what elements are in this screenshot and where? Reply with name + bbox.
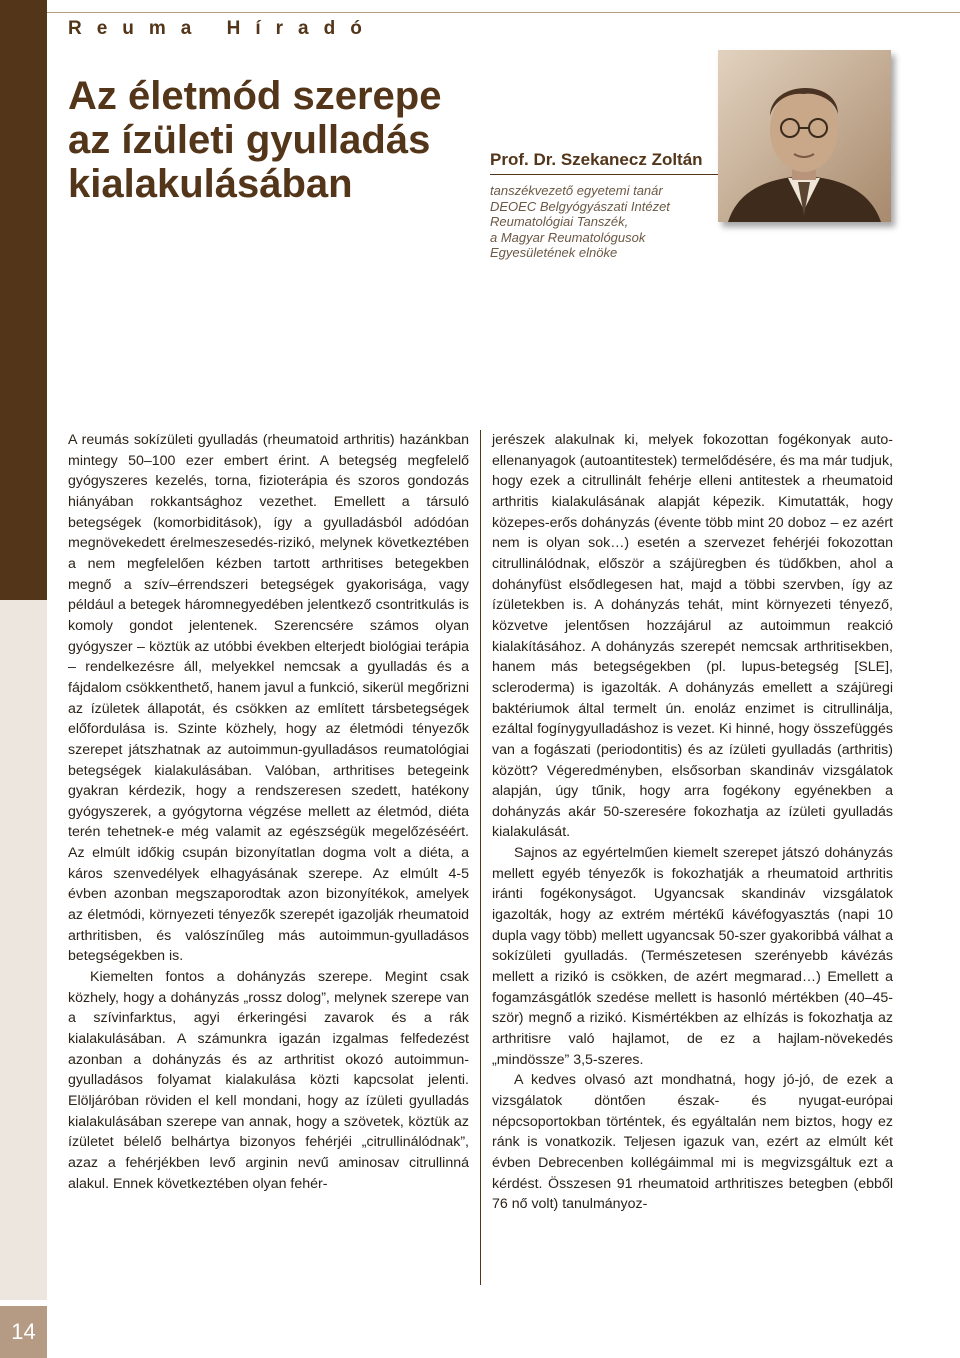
left-accent-bar: [0, 0, 47, 600]
article-paragraph: Kiemelten fontos a dohányzás szerepe. Megint csak közhely, hogy a dohányzás „rossz dolog”, melynek szerepe van a szívinfarktus, agyi érkeringési zavarok és a rák kialakulásában. A számunkra igazán izgalmas felfedezést azonban a dohányzás és az arthritist okozó autoimmun-gyulladásos folyamat kialakulása közti kapcsolat jelenti. Elöljáróban röviden el kell mondani, hogy az ízületi gyulladás kialakulásában szerepe van annak, hogy a szövetek, köztük az ízületet bélelő belhártya bizonyos fehérjéi „citrullinálódnak”, azaz a fehérjékben levő arginin nevű aminosav citrullinná alakul. Ennek következtében olyan fehér-: [68, 969, 469, 1192]
author-photo: [718, 50, 891, 222]
article-column-right: [492, 430, 893, 1215]
article-title: Az életmód szerepe az ízületi gyulladás kialakulásában: [68, 74, 442, 206]
column-divider: [480, 430, 481, 1285]
author-role-line: tanszékvezető egyetemi tanár: [490, 183, 663, 198]
author-block: [490, 150, 718, 261]
article-column-left: [68, 430, 469, 1194]
header-rule: [47, 0, 960, 13]
left-margin-strip: [0, 600, 47, 1300]
page-number: 14: [0, 1306, 47, 1358]
author-portrait-icon: [718, 50, 891, 222]
author-role-line: Egyesületének elnöke: [490, 245, 618, 260]
article-paragraph: Sajnos az egyértelműen kiemelt szerepet játszó dohányzás mellett egyéb tényezők is fokozhatják a rheumatoid arthritis iránti fogékonyságot. Ugyancsak skandináv vizsgálatok igazolták, hogy az extrém mértékű kávéfogyasztás (napi 10 dupla vagy több) mellett ugyancsak 50-szer gyakoribbá válhat a sokízületi gyulladás. (Természetesen szerényebb kávézás mellett a rizikó is csökken, de azért megmarad…) Emellett a fogamzásgátlók szedése mellett is hasonló mértékben (40–45-ször) megnő a rizikó. Kismértékben az elhízás is fokozhatja az arthritisre való hajlamot, de ez a hajlam-növekedés „mindössze” 3,5-szeres.: [492, 845, 893, 1068]
article-paragraph: A reumás sokízületi gyulladás (rheumatoid arthritis) hazánkban mintegy 50–100 ezer embert érint. A betegség megfelelő gyógyszeres kezelés, torna, fizioterápia és szoros gondozás hiányában rokkantsághoz vezethet. Emellett a társuló betegségek (komorbiditások), így a gyulladásból adódóan megnövekedett érelmeszesedés-rizikó, melynek következtében a nem megfelelően kézben tartott arthritises betegekben megnő a szív–érrendszeri betegségek gyakorisága, vagy például a betegek háromnegyedében jelentkező csontritkulás is komoly gondot jelentenek. Szerencsére számos olyan gyógyszer – köztük az utóbbi években elterjedt biológiai terápia – rendelkezésre áll, melyekkel nemcsak a gyulladás és a fájdalom csökkenthető, hanem javul a funkció, sikerül megőrizni az ízületek állapotát, és csökken az említett társbetegségek előfordulása is. Szinte közhely, hogy az életmódi tényezők szerepet játszhatnak az autoimmun-gyulladásos reumatológiai betegségek kialakulásában. Valóban, arthritises betegeink gyakran kérdezik, hogy a rendszeresen szedett, hatékony gyógyszerek, a gyógytorna végzése mellett az életmód, diéta terén tehetnek-e még valamit az egészségük megelőzéséért. Az elmúlt időkig csupán bizonyítatlan dogma volt a diéta, a káros szenvedélyek elhagyásának szerepe. Az elmúlt 4-5 évben azonban megszaporodtak azon bizonyítékok, amelyek az életmódi, környezeti tényezők szerepét igazolják rheumatoid arthritisben, és valószínűleg más autoimmun-gyulladásos betegségekben is.: [68, 432, 469, 965]
author-role-line: DEOEC Belgyógyászati Intézet: [490, 198, 670, 214]
author-name: Prof. Dr. Szekanecz Zoltán: [490, 150, 718, 175]
article-paragraph: jerészek alakulnak ki, melyek fokozottan fogékonyak auto-ellenanyagok (autoantitestek) termelődésére, és ma már tudjuk, hogy ezek a citrullinált fehérje elleni antitestek a rheumatoid arthritis kialakulásának alapját képezik. Kimutatták, hogy közepes-erős dohányzás (évente több mint 20 doboz – ez azért nem is olyan sok…) esetén a szervezet fehérjéi fokozottan citrullinálódnak, először a szájüregben és tüdőkben, ahol a dohányfüst elsődlegesen hat, majd a többi szervben, így az ízületekben is. A dohányzás tehát, mint környezeti tényező, közvetve jelentősen hozzájárul az autoimmun reakció kialakításához. A dohányzás szerepét nemcsak arthritisekben, hanem más betegségekben (pl. lupus-betegség [SLE], scleroderma) is igazolták. A dohányzás emellett a szájüregi baktériumok által termelt ún. enoláz enzimet is citrullinálja, ezáltal fogínygyulladáshoz is vezet. Ki hinné, hogy összefüggés van a fogászati (periodontitis) és az ízületi gyulladás (arthritis) között? Végeredményben, elsősorban skandináv vizsgálatok alapján, úgy tűnik, hogy arra fogékony egyénekben a dohányzás akár 50-szeresére fokozhatja az ízületi gyulladás kialakulását.: [492, 432, 893, 841]
author-role-line: a Magyar Reumatológusok: [490, 229, 646, 245]
author-role-line: Reumatológiai Tanszék,: [490, 214, 629, 229]
magazine-title: Reuma Híradó: [68, 18, 377, 39]
article-paragraph: A kedves olvasó azt mondhatná, hogy jó-jó, de ezek a vizsgálatok döntően észak- és nyugat-európai népcsoportokban történtek, és egyáltalán nem biztos, hogy ez ránk is vonatkozik. Teljesen igazuk van, ezért az elmúlt két évben Debrecenben kollégáimmal mi is megvizsgáltuk ezt a kérdést. Összesen 91 rheumatoid arthritiszes betegben (ebből 76 nő volt) tanulmányoz-: [492, 1072, 893, 1213]
